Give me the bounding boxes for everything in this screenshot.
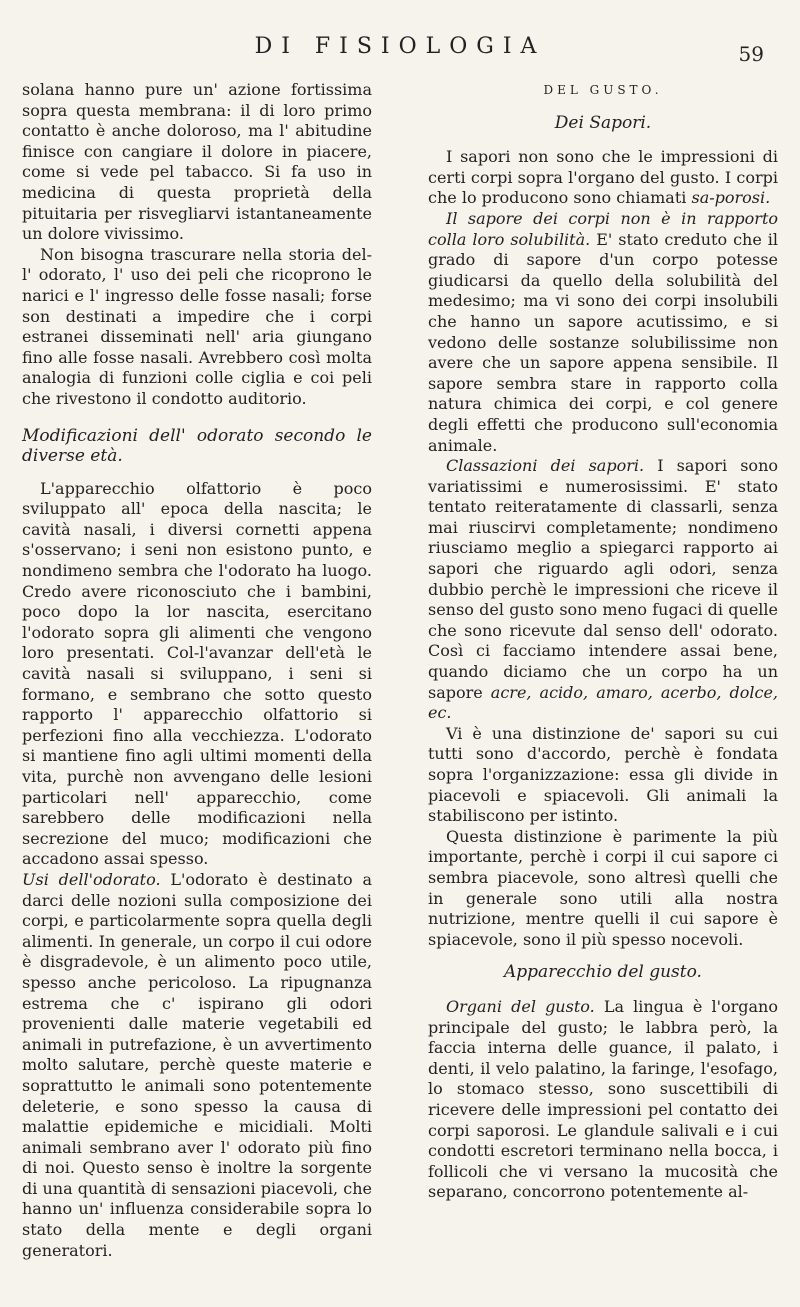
running-head: DI FISIOLOGIA bbox=[254, 34, 546, 59]
left-column bbox=[22, 80, 372, 1261]
paragraph: Questa distinzione è parimente la più importante, perchè i corpi il cui sapore ci sembra piacevole, sono altresì quelli che in generale sono utili alla nostra nutrizione, mentre quelli il cui sapore è spiacevole, sono il più spesso nocevoli. bbox=[428, 826, 778, 949]
section-subhead: Apparecchio del gusto. bbox=[504, 962, 702, 983]
paragraph: Non bisogna trascurare nella storia del-l' odorato, l' uso dei peli che ricoprono le narici e l' ingresso delle fosse nasali; forse son destinati a impedire che i corpi estranei disseminati nell' aria giungano fino alle fosse nasali. Avrebbero così molta analogia di funzioni colle ciglia e coi peli che rivestono il condotto auditorio. bbox=[22, 244, 372, 408]
term: sa-porosi. bbox=[691, 188, 771, 208]
paragraph-text: I sapori sono variatissimi e numerosissimi. E' stato tentato reiteratamente di classarli, senza mai riuscirvi completamente; nondimeno riusciamo meglio a spiegarci rapporto ai sapori che riguardo agli odori, senza dubbio perchè le impressioni che riceve il senso del gusto sono meno fugaci di quelle che sono ricevute dal senso dell' odorato. Così ci facciamo intendere assai bene, quando diciamo che un corpo ha un sapore bbox=[428, 456, 778, 702]
run-in-heading: Classazioni dei sapori. bbox=[446, 456, 645, 476]
flavor-list: acre, acido, amaro, acerbo, dolce, ec. bbox=[428, 682, 778, 723]
paragraph bbox=[428, 997, 778, 1203]
section-title: DEL GUSTO. bbox=[543, 83, 663, 97]
right-column bbox=[428, 80, 778, 1203]
paragraph-text: E' stato creduto che il grado di sapore d'un corpo potesse giudicarsi da quello della solubilità del medesimo; ma vi sono dei corpi insolubili che hanno un sapore acutissimo, e si vedono delle sostanze solubilissime non avere che un sapore appena sensibile. Il sapore sembra stare in rapporto colla natura chimica dei corpi, e col genere degli effetti che producono sull'economia animale. bbox=[428, 229, 779, 455]
paragraph bbox=[428, 147, 778, 209]
paragraph-text: L'odorato è destinato a darci delle nozioni sulla composizione dei corpi, e particolarmente sopra quella degli alimenti. In generale, un corpo il cui odore è disgradevole, è un alimento poco utile, spesso anche pericoloso. La ripugnanza estrema che c' ispirano gli odori provenienti dalle materie vegetabili ed animali in putrefazione, è un avvertimento molto salutare, perchè queste materie e soprattutto le animali sono potentemente deleterie, e sono spesso la causa di malattie epidemiche e micidiali. Molti animali sembrano aver l' odorato più fino di noi. Questo senso è inoltre la sorgente di una quantità di sensazioni piacevoli, che hanno un' influenza considerabile sopra lo stato della mente e degli organi generatori. bbox=[22, 869, 372, 1260]
paragraph-text: La lingua è l'organo principale del gusto; le labbra però, la faccia interna delle guance, il palato, i denti, il velo palatino, la faringe, l'esofago, lo stomaco stesso, sono suscettibili di ricevere delle impressioni pel contatto dei corpi saporosi. Le glandule salivali e i cui condotti escretori terminano nella bocca, i follicoli che vi versano la mucosità che separano, concorrono potentemente al- bbox=[428, 996, 778, 1202]
run-in-heading: Organi del gusto. bbox=[446, 996, 595, 1016]
run-in-heading: Usi dell'odorato. bbox=[22, 869, 161, 889]
section-subhead: Dei Sapori. bbox=[554, 112, 652, 133]
page-number: 59 bbox=[738, 42, 764, 66]
section-subhead: Modificazioni dell' odorato secondo le diverse età. bbox=[22, 425, 372, 467]
paragraph bbox=[428, 456, 778, 724]
paragraph-text: I sapori non sono che le impressioni di certi corpi sopra l'organo del gusto. I corpi che lo producono sono chiamati bbox=[428, 147, 778, 208]
paragraph bbox=[22, 870, 372, 1261]
paragraph: solana hanno pure un' azione fortissima sopra questa membrana: il di loro primo contatto è anche doloroso, ma l' abitudine finisce con cangiare il dolore in piacere, come si vede pel tabacco. Si fa uso in medicina di questa proprietà della pituitaria per risvegliarvi istantaneamente un dolore vivissimo. bbox=[22, 80, 372, 244]
run-in-heading: Il sapore dei corpi non è in rapporto colla loro solubilità. bbox=[428, 208, 778, 249]
paragraph: Vi è una distinzione de' sapori su cui tutti sono d'accordo, perchè è fondata sopra l'organizzazione: essa gli divide in piacevoli e spiacevoli. Gli animali la stabiliscono per istinto. bbox=[428, 723, 778, 826]
paragraph: L'apparecchio olfattorio è poco sviluppato all' epoca della nascita; le cavità nasali, i diversi cornetti appena s'osservano; i seni non esistono punto, e nondimeno sembra che l'odorato ha luogo. Credo avere riconosciuto che i bambini, poco dopo la lor nascita, esercitano l'odorato sopra gli alimenti che vengono loro presentati. Col-l'avanzar dell'età le cavità nasali si sviluppano, i seni si formano, e sembrano che sotto questo rapporto l' apparecchio olfattorio si perfezioni fino alla vecchiezza. L'odorato si mantiene fino agli ultimi momenti della vita, purchè non avvengano delle lesioni particolari nell' apparecchio, come sarebbero delle modificazioni nella secrezione del muco; modificazioni che accadono assai spesso. bbox=[22, 478, 372, 869]
paragraph bbox=[428, 209, 778, 456]
